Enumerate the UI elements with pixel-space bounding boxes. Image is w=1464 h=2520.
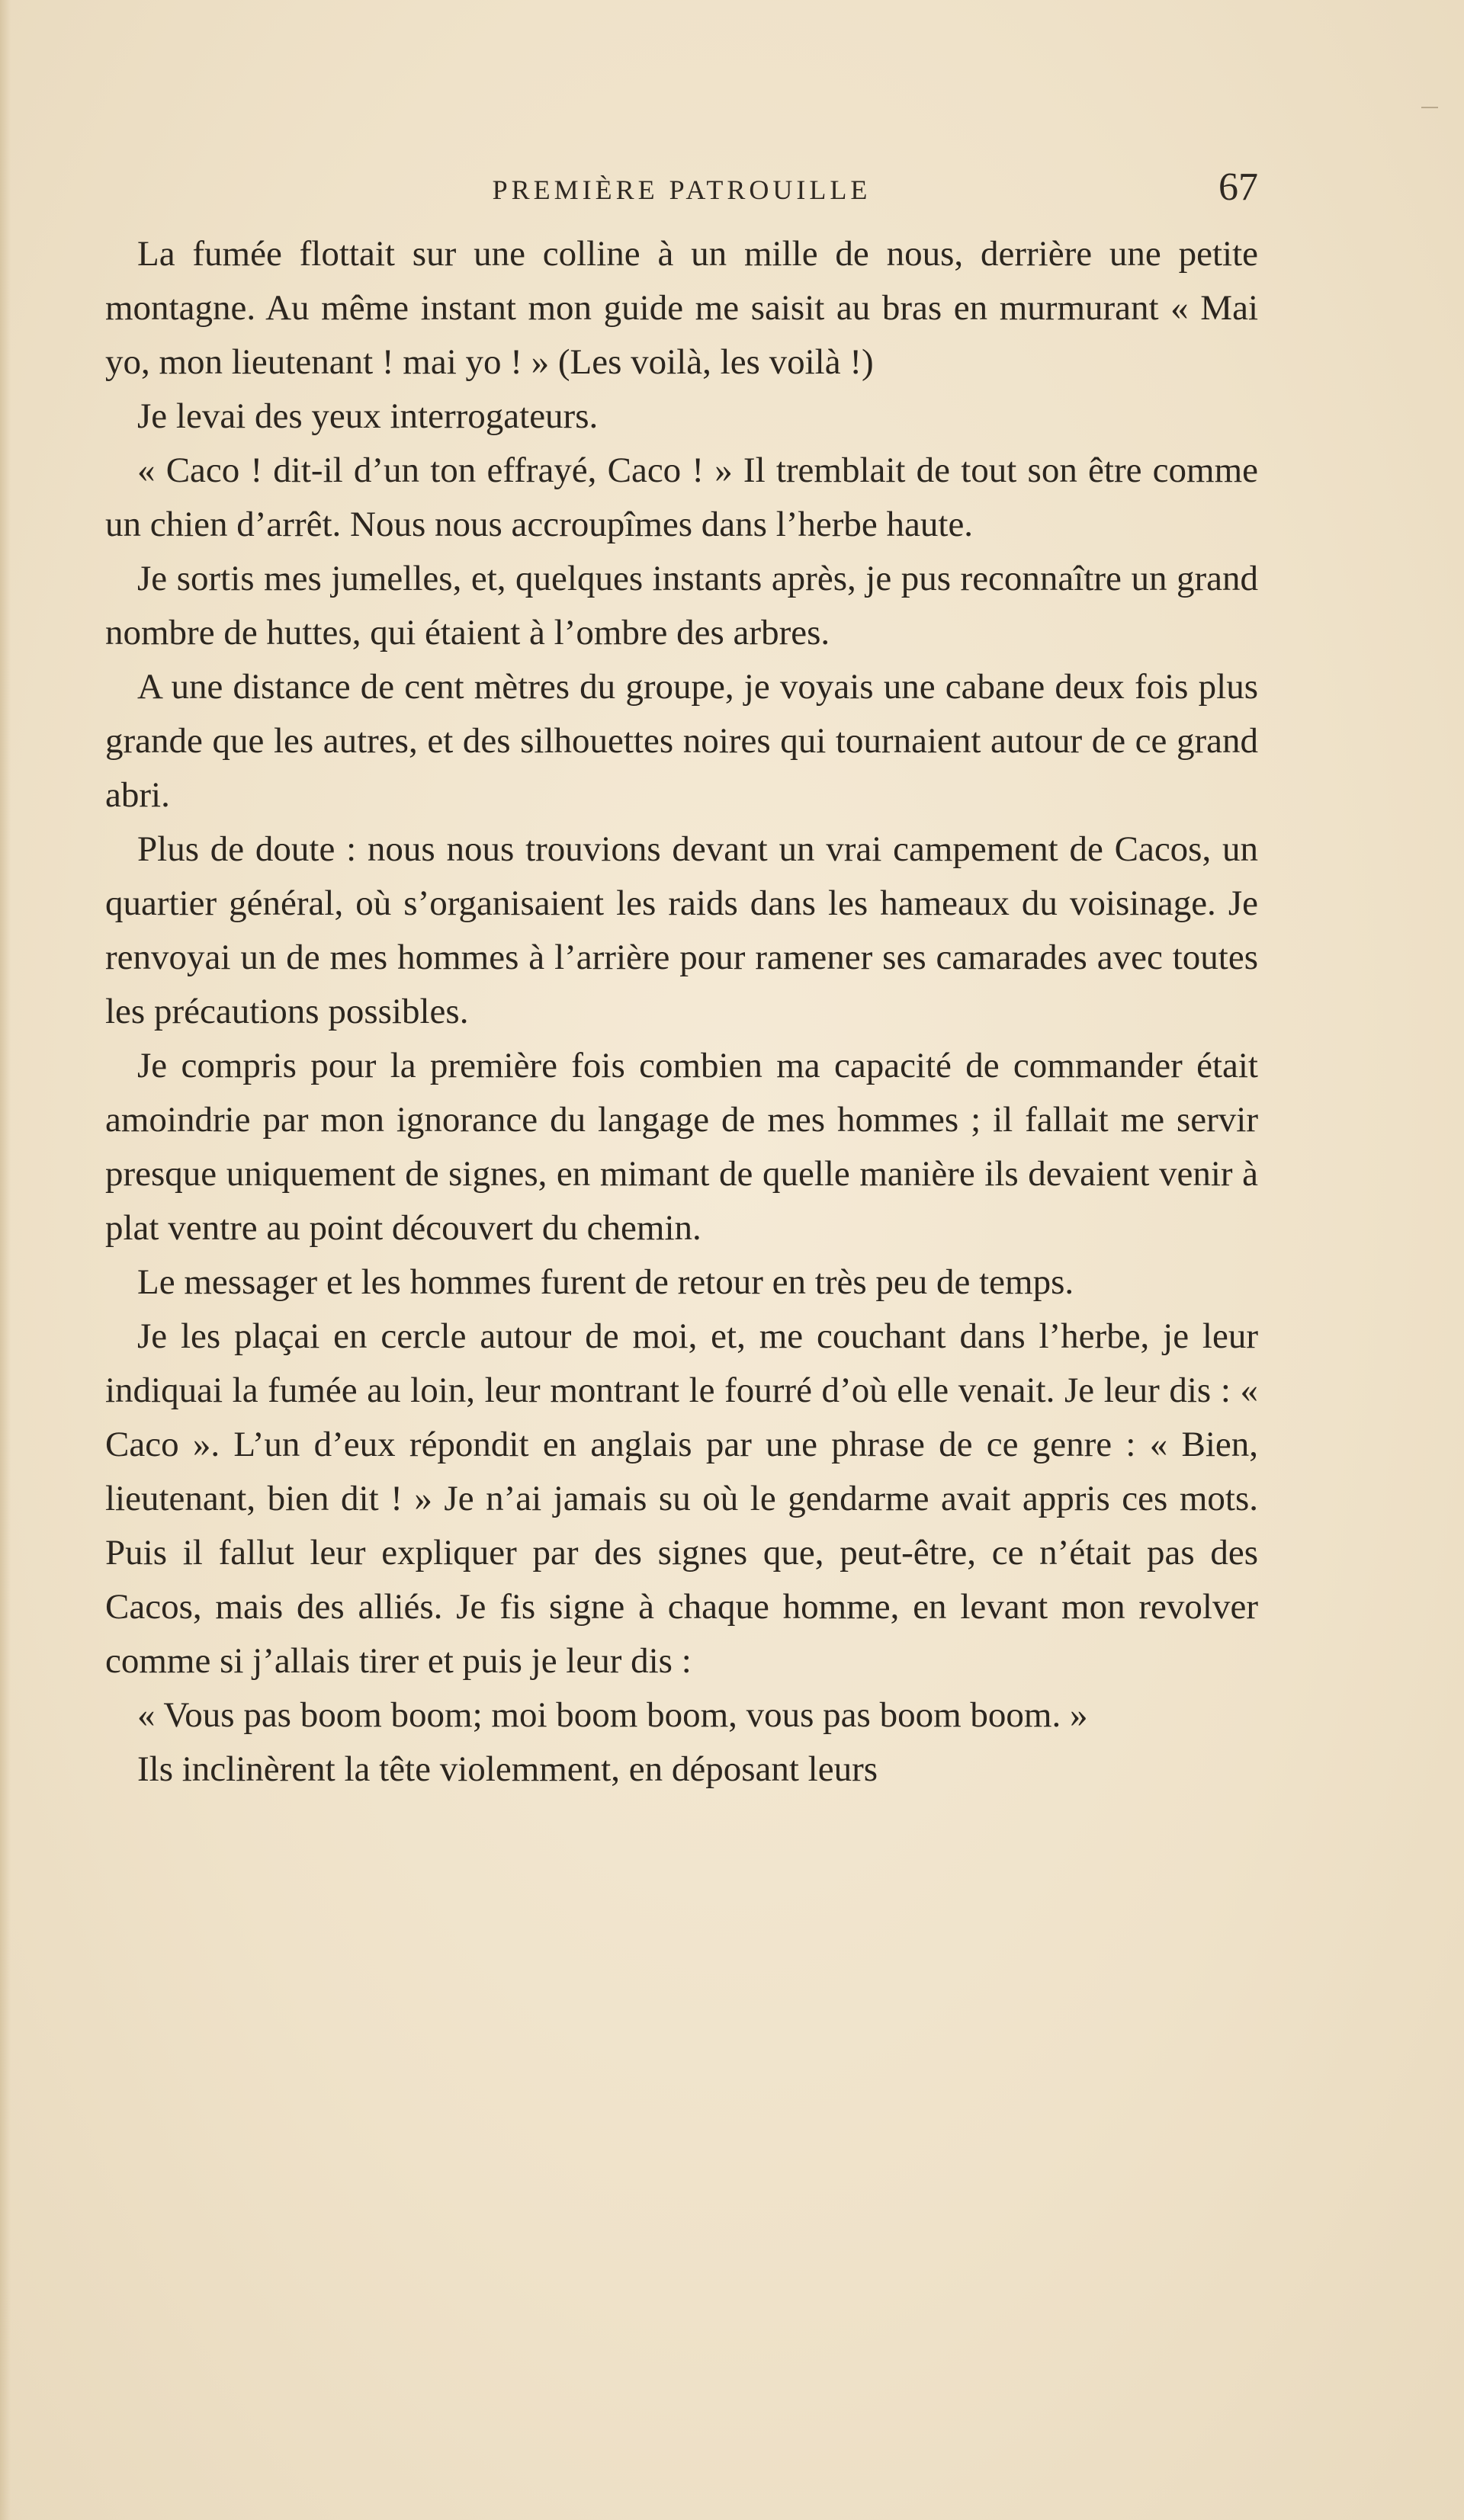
page-spine-shadow — [0, 0, 11, 2520]
paragraph: Ils inclinèrent la tête violemment, en déposant leurs — [137, 1749, 878, 1789]
paragraph: « Caco ! dit-il d’un ton effrayé, Caco ! » Il tremblait de tout son être comme un chien d’arrêt. Nous nous accroupîmes dans l’herbe haute. — [105, 450, 1258, 544]
paragraph: Je levai des yeux interrogateurs. — [137, 396, 599, 436]
running-head — [105, 162, 1258, 207]
paragraph: Je compris pour la première fois combien ma capacité de commander était amoindrie par mon ignorance du langage de mes hommes ; il fallait me servir presque uniquement de signes, en mimant de quelle manière ils devaient venir à plat ventre au point découvert du chemin. — [105, 1046, 1258, 1248]
paragraph: Je sortis mes jumelles, et, quelques instants après, je pus reconnaître un grand nombre de huttes, qui étaient à l’ombre des arbres. — [105, 559, 1258, 652]
chapter-title: PREMIÈRE PATROUILLE — [492, 175, 872, 205]
body-text — [105, 227, 1258, 1797]
paragraph: Je les plaçai en cercle autour de moi, et, me couchant dans l’herbe, je leur indiquai la fumée au loin, leur montrant le fourré d’où elle venait. Je leur dis : « Caco ». L’un d’eux répondit en anglais par une phrase de ce genre : « Bien, lieutenant, bien dit ! » Je n’ai jamais su où le gendarme avait appris ces mots. Puis il fallut leur expliquer par des signes que, peut-être, ce n’était pas des Cacos, mais des alliés. Je fis signe à chaque homme, en levant mon revolver comme si j’allais tirer et puis je leur dis : — [105, 1316, 1258, 1681]
paragraph: « Vous pas boom boom; moi boom boom, vous pas boom boom. » — [137, 1695, 1088, 1735]
paragraph: La fumée flottait sur une colline à un mille de nous, derrière une petite montagne. Au même instant mon guide me saisit au bras en murmurant « Mai yo, mon lieutenant ! mai yo ! » (Les voilà, les voilà !) — [105, 234, 1258, 382]
page-edge-mark — [1421, 107, 1438, 108]
paragraph: A une distance de cent mètres du groupe, je voyais une cabane deux fois plus grande que les autres, et des silhouettes noires qui tournaient autour de ce grand abri. — [105, 667, 1258, 815]
paragraph: Plus de doute : nous nous trouvions devant un vrai campement de Cacos, un quartier général, où s’organisaient les raids dans les hameaux du voisinage. Je renvoyai un de mes hommes à l’arrière pour ramener ses camarades avec toutes les précautions possibles. — [105, 829, 1258, 1031]
paragraph: Le messager et les hommes furent de retour en très peu de temps. — [137, 1262, 1074, 1302]
page-number: 67 — [1218, 165, 1258, 209]
